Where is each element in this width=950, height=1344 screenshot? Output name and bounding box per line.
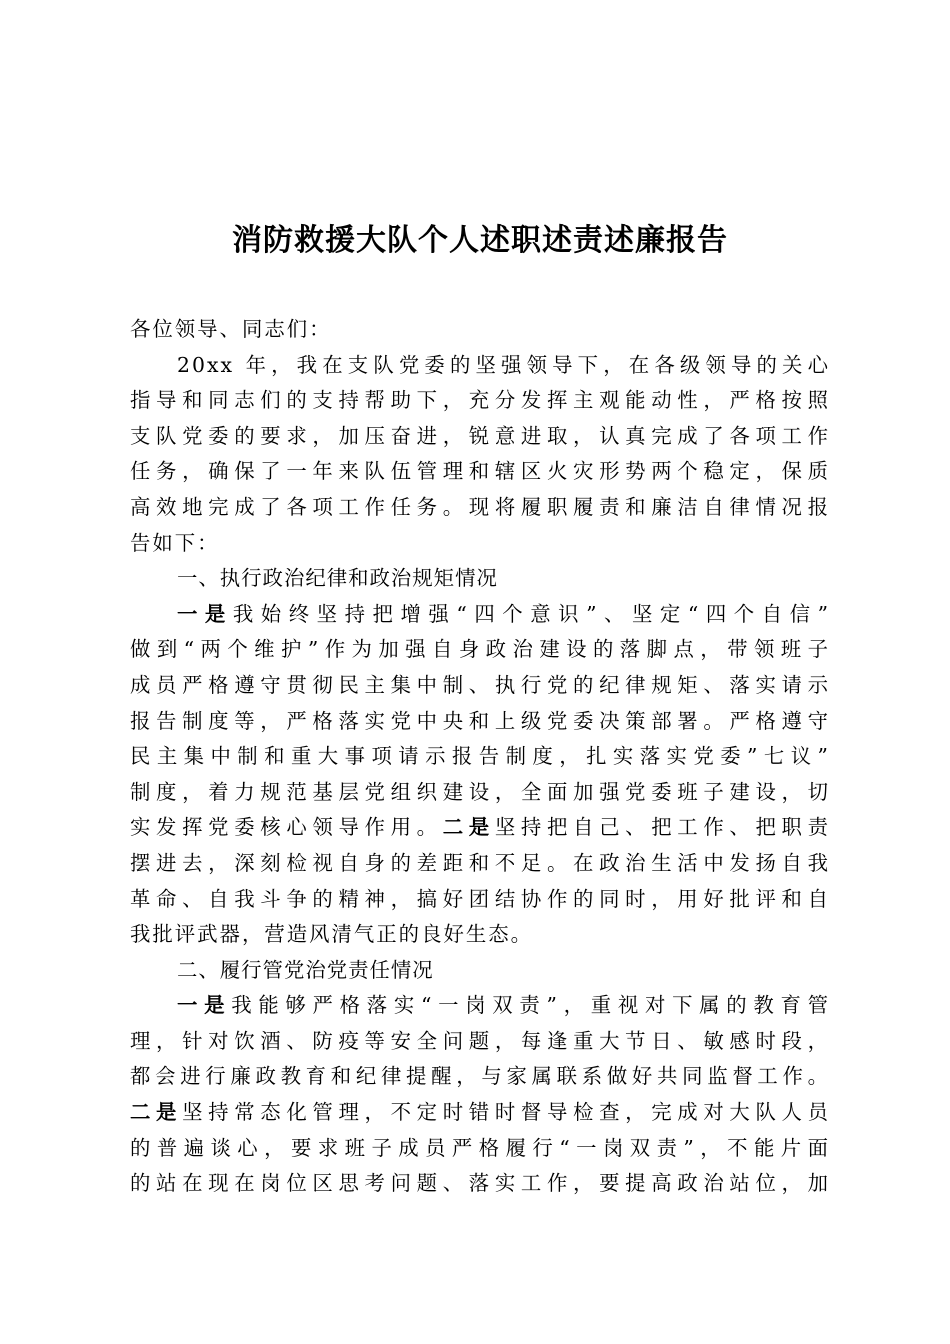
paragraph-line: 报告制度等，严格落实党中央和上级党委决策部署。严格遵守 bbox=[130, 708, 830, 733]
document-title: 消防救援大队个人述职述责述廉报告 bbox=[232, 223, 728, 258]
paragraph-line: 制度，着力规范基层党组织建设，全面加强党委班子建设，切 bbox=[130, 779, 830, 804]
paragraph-line: 的站在现在岗位区思考问题、落实工作，要提高政治站位，加 bbox=[130, 1171, 830, 1196]
paragraph-line: 革命、自我斗争的精神，搞好团结协作的同时，用好批评和自 bbox=[130, 886, 830, 911]
line-text: 坚持常态化管理，不定时错时督导检查，完成对大队人员 bbox=[182, 1100, 830, 1125]
paragraph-line: 指导和同志们的支持帮助下，充分发挥主观能动性，严格按照 bbox=[130, 388, 830, 413]
paragraph-line: 理，针对饮酒、防疫等安全问题，每逢重大节日、敏感时段， bbox=[130, 1028, 830, 1053]
paragraph-line bbox=[130, 597, 830, 633]
line-text: 我能够严格落实“一岗双责”，重视对下属的教育管 bbox=[231, 993, 830, 1018]
section-heading-1: 一、执行政治纪律和政治规矩情况 bbox=[177, 566, 498, 591]
paragraph-line bbox=[130, 988, 830, 1024]
keyword-first: 一是 bbox=[177, 601, 233, 626]
paragraph-line: 高效地完成了各项工作任务。现将履职履责和廉洁自律情况报 bbox=[130, 494, 830, 519]
keyword-first: 一是 bbox=[177, 993, 232, 1018]
paragraph-line: 都会进行廉政教育和纪律提醒，与家属联系做好共同监督工作。 bbox=[130, 1064, 830, 1089]
paragraph-line: 做到“两个维护”作为加强自身政治建设的落脚点，带领班子 bbox=[130, 637, 830, 662]
paragraph-line: 摆进去，深刻检视自身的差距和不足。在政治生活中发扬自我 bbox=[130, 850, 830, 875]
paragraph-line: 民主集中制和重大事项请示报告制度，扎实落实党委”七议” bbox=[130, 744, 830, 769]
paragraph-line: 成员严格遵守贯彻民主集中制、执行党的纪律规矩、落实请示 bbox=[130, 672, 830, 697]
keyword-second: 二是 bbox=[130, 1100, 183, 1125]
document-body bbox=[130, 312, 830, 1202]
paragraph-line: 20xx 年，我在支队党委的坚强领导下，在各级领导的关心 bbox=[177, 352, 830, 377]
line-text: 实发挥党委核心领导作用。 bbox=[130, 815, 443, 840]
paragraph-line bbox=[130, 810, 830, 846]
paragraph-line: 支队党委的要求，加压奋进，锐意进取，认真完成了各项工作 bbox=[130, 423, 830, 448]
section-heading-2: 二、履行管党治党责任情况 bbox=[177, 957, 434, 982]
salutation: 各位领导、同志们： bbox=[130, 317, 332, 341]
keyword-second: 二是 bbox=[442, 815, 495, 840]
paragraph-line: 告如下： bbox=[130, 530, 220, 555]
paragraph-line: 的普遍谈心，要求班子成员严格履行“一岗双责”，不能片面 bbox=[130, 1135, 830, 1160]
paragraph-line bbox=[130, 1095, 830, 1131]
paragraph-line: 任务，确保了一年来队伍管理和辖区火灾形势两个稳定，保质 bbox=[130, 459, 830, 484]
paragraph-line: 我批评武器，营造风清气正的良好生态。 bbox=[130, 922, 534, 947]
line-text: 坚持把自己、把工作、把职责 bbox=[494, 815, 831, 840]
line-text: 我始终坚持把增强“四个意识”、坚定“四个自信” bbox=[232, 601, 830, 626]
